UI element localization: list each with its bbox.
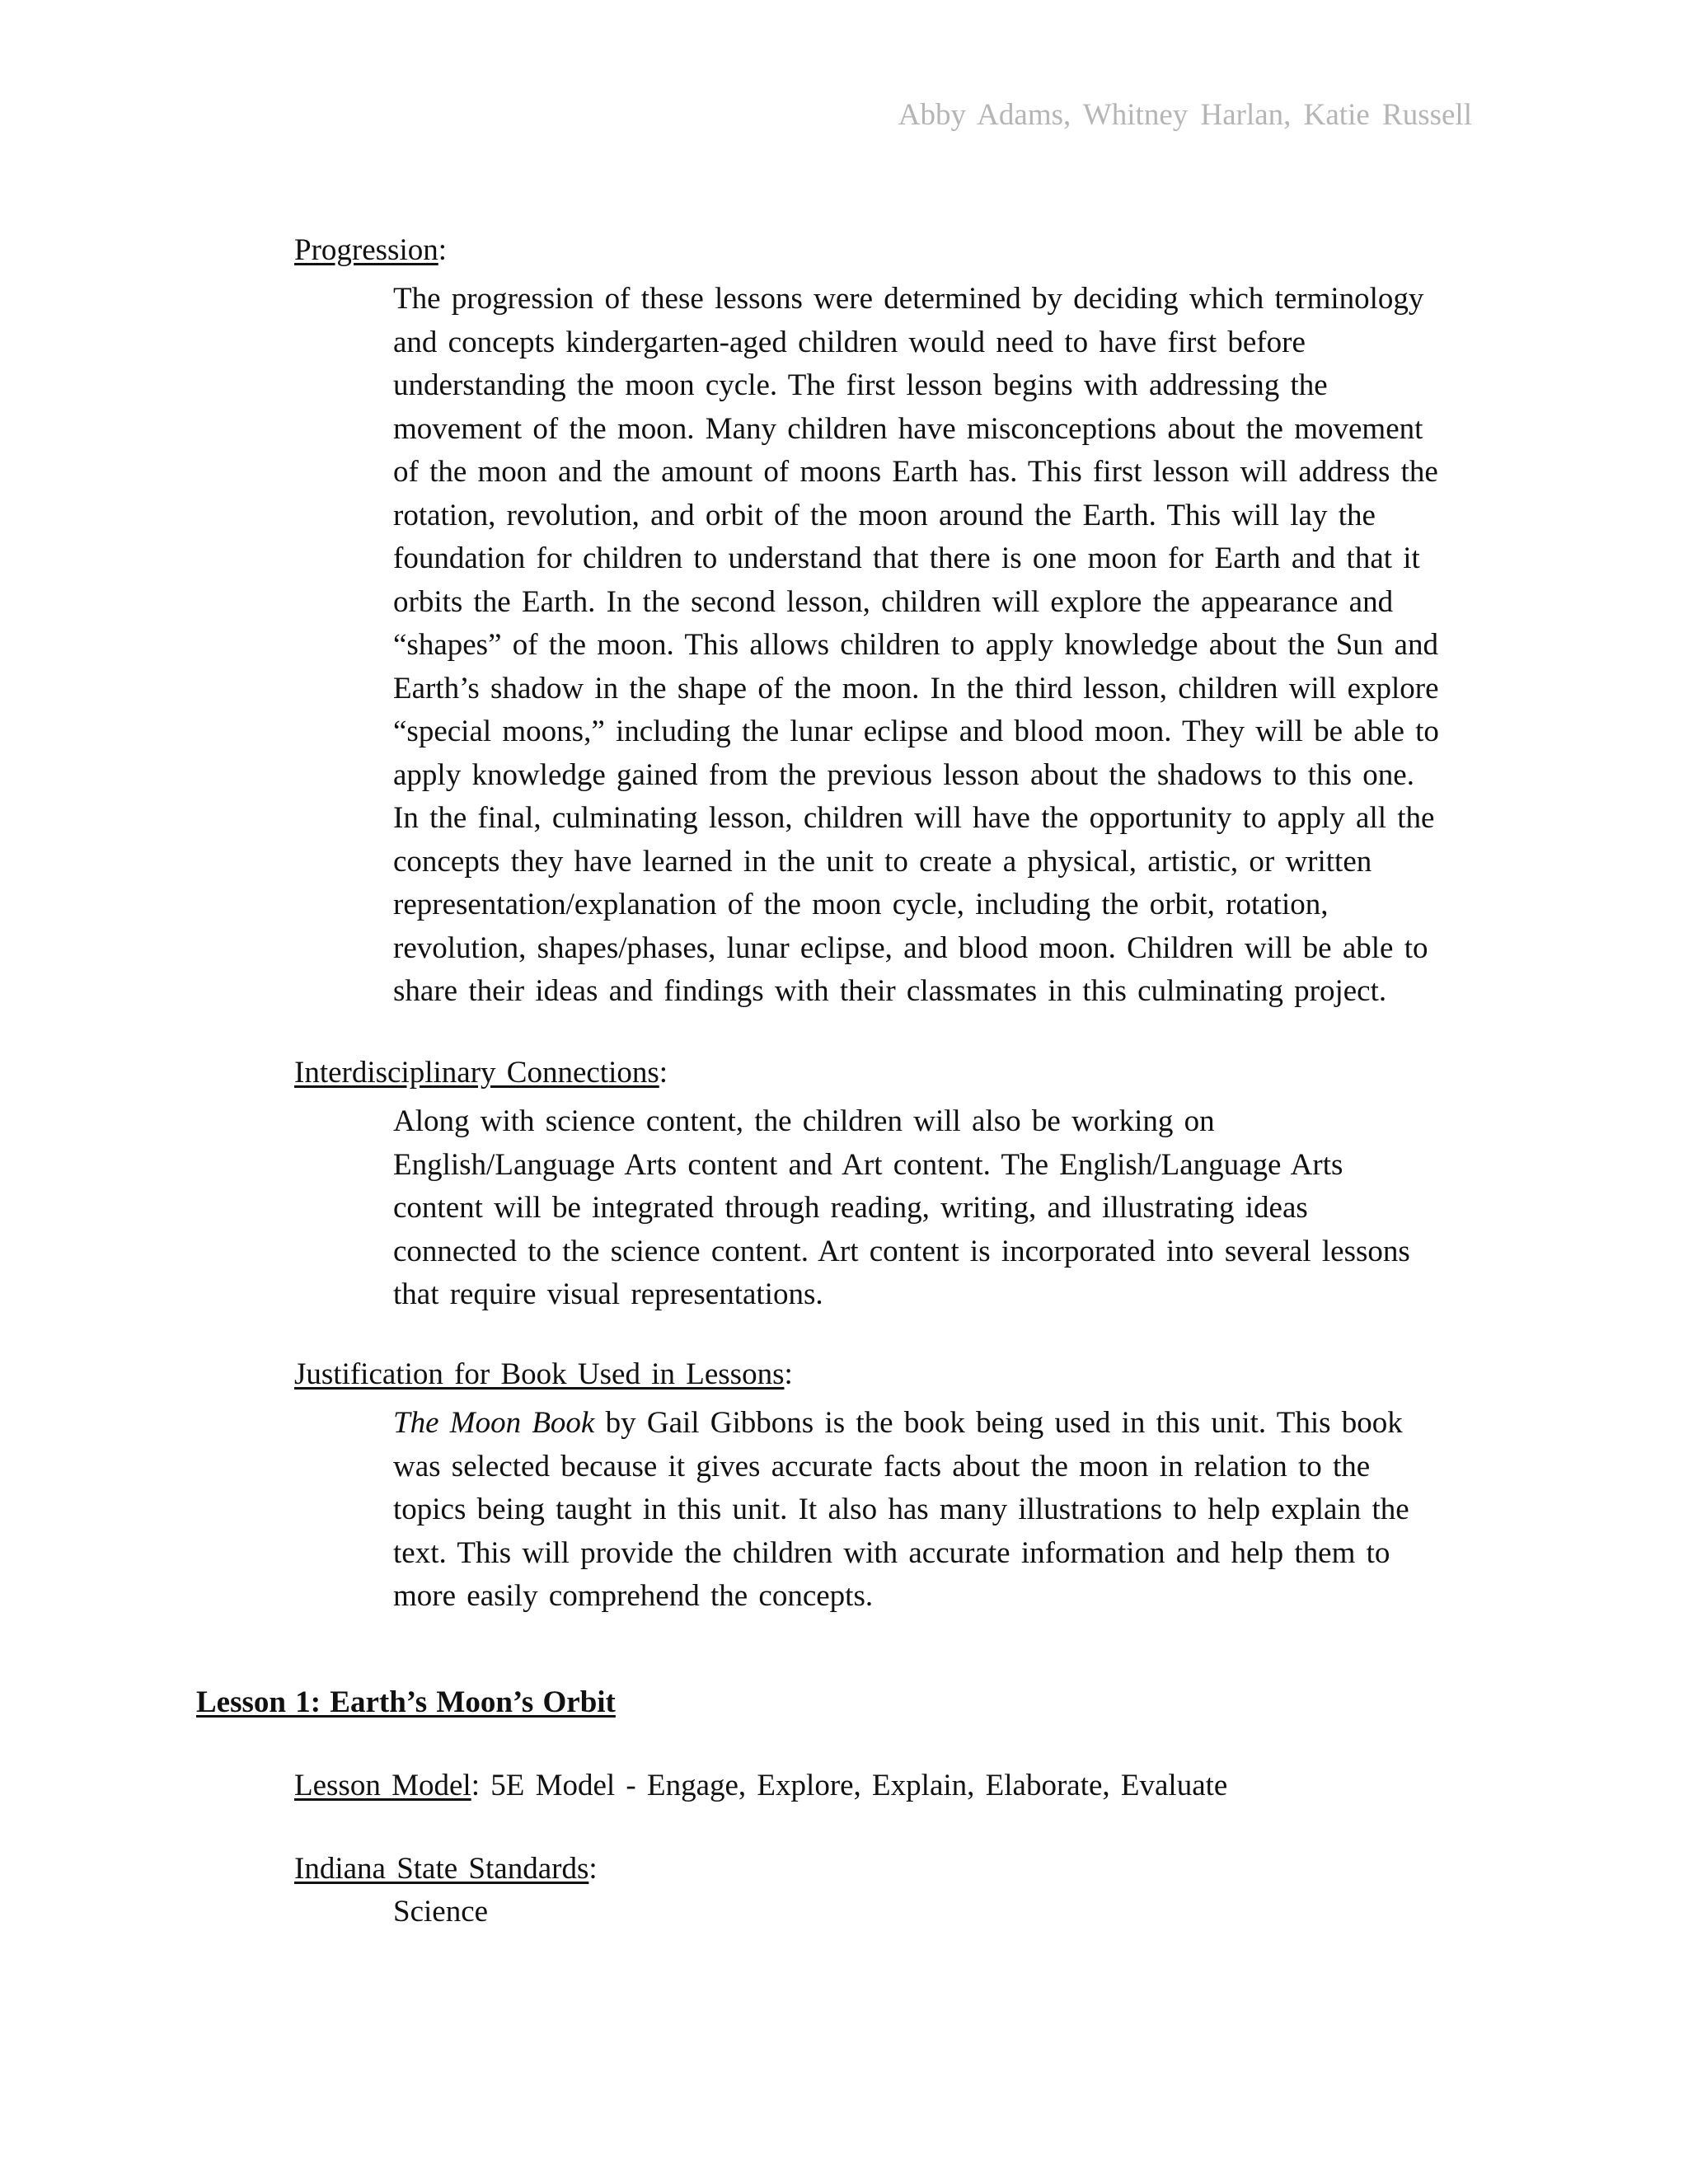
justification-line: was selected because it gives accurate facts about the moon in relation to the: [393, 1449, 1371, 1483]
progression-line: understanding the moon cycle. The first lesson begins with addressing the: [393, 368, 1328, 402]
lesson-1-title: Lesson 1: Earth’s Moon’s Orbit: [196, 1685, 616, 1719]
progression-heading: [294, 232, 447, 268]
progression-line: orbits the Earth. In the second lesson, children will explore the appearance and: [393, 584, 1394, 619]
progression-heading-colon: :: [438, 233, 448, 267]
interdisciplinary-line: Along with science content, the children will also be working on: [393, 1104, 1215, 1138]
interdisciplinary-line: that require visual representations.: [393, 1277, 823, 1311]
book-title: The Moon Book: [393, 1406, 595, 1440]
progression-line: concepts they have learned in the unit to create a physical, artistic, or written: [393, 844, 1372, 879]
standards-heading-label: Indiana State Standards: [294, 1852, 589, 1886]
justification-heading-label: Justification for Book Used in Lessons: [294, 1357, 785, 1391]
justification-line: topics being taught in this unit. It also has many illustrations to help explain the: [393, 1493, 1409, 1526]
interdisciplinary-heading-label: Interdisciplinary Connections: [294, 1056, 659, 1090]
progression-line: revolution, shapes/phases, lunar eclipse, and blood moon. Children will be able to: [393, 930, 1428, 965]
interdisciplinary-line: content will be integrated through reading, writing, and illustrating ideas: [393, 1191, 1308, 1225]
lesson-model-label: Lesson Model: [294, 1769, 471, 1802]
interdisciplinary-line: English/Language Arts content and Art content. The English/Language Arts: [393, 1147, 1343, 1182]
standards-heading: [294, 1851, 598, 1886]
justification-heading-colon: :: [784, 1357, 793, 1391]
progression-paragraph: [393, 278, 1481, 1014]
progression-line: and concepts kindergarten-aged children would need to have first before: [393, 325, 1306, 359]
interdisciplinary-heading-colon: :: [659, 1056, 668, 1090]
progression-line: In the final, culminating lesson, children will have the opportunity to apply all the: [393, 801, 1435, 835]
progression-line: “shapes” of the moon. This allows children to apply knowledge about the Sun and: [393, 628, 1438, 662]
interdisciplinary-line: connected to the science content. Art content is incorporated into several lessons: [393, 1234, 1410, 1268]
justification-first-line-rest: by Gail Gibbons is the book being used in this unit. This book: [594, 1406, 1403, 1440]
progression-line: share their ideas and findings with their classmates in this culminating project.: [393, 974, 1387, 1008]
progression-line: “special moons,” including the lunar eclipse and blood moon. They will be able to: [393, 715, 1439, 748]
progression-line: of the moon and the amount of moons Earth has. This first lesson will address the: [393, 455, 1438, 489]
progression-line: representation/explanation of the moon cycle, including the orbit, rotation,: [393, 888, 1329, 921]
progression-line: Earth’s shadow in the shape of the moon. In the third lesson, children will explore: [393, 671, 1439, 705]
progression-line: apply knowledge gained from the previous lesson about the shadows to this one.: [393, 757, 1414, 792]
standards-subject-science: Science: [393, 1895, 489, 1929]
justification-line: more easily comprehend the concepts.: [393, 1579, 874, 1613]
lesson-model-value: : 5E Model - Engage, Explore, Explain, Elaborate, Evaluate: [471, 1769, 1228, 1802]
justification-heading: [294, 1357, 793, 1392]
justification-paragraph: [393, 1402, 1481, 1619]
page-header-authors: Abby Adams, Whitney Harlan, Katie Russell: [898, 98, 1472, 132]
standards-heading-colon: :: [588, 1852, 598, 1886]
progression-line: movement of the moon. Many children have misconceptions about the movement: [393, 411, 1423, 446]
justification-line: [393, 1402, 1481, 1446]
progression-line: foundation for children to understand that there is one moon for Earth and that it: [393, 541, 1420, 575]
justification-line: text. This will provide the children with accurate information and help them to: [393, 1535, 1390, 1570]
progression-heading-label: Progression: [294, 233, 438, 267]
interdisciplinary-paragraph: [393, 1100, 1481, 1317]
progression-line: The progression of these lessons were determined by deciding which terminology: [393, 282, 1424, 316]
lesson-model: [294, 1768, 1227, 1803]
interdisciplinary-heading: [294, 1055, 668, 1090]
progression-line: rotation, revolution, and orbit of the moon around the Earth. This will lay the: [393, 498, 1376, 532]
